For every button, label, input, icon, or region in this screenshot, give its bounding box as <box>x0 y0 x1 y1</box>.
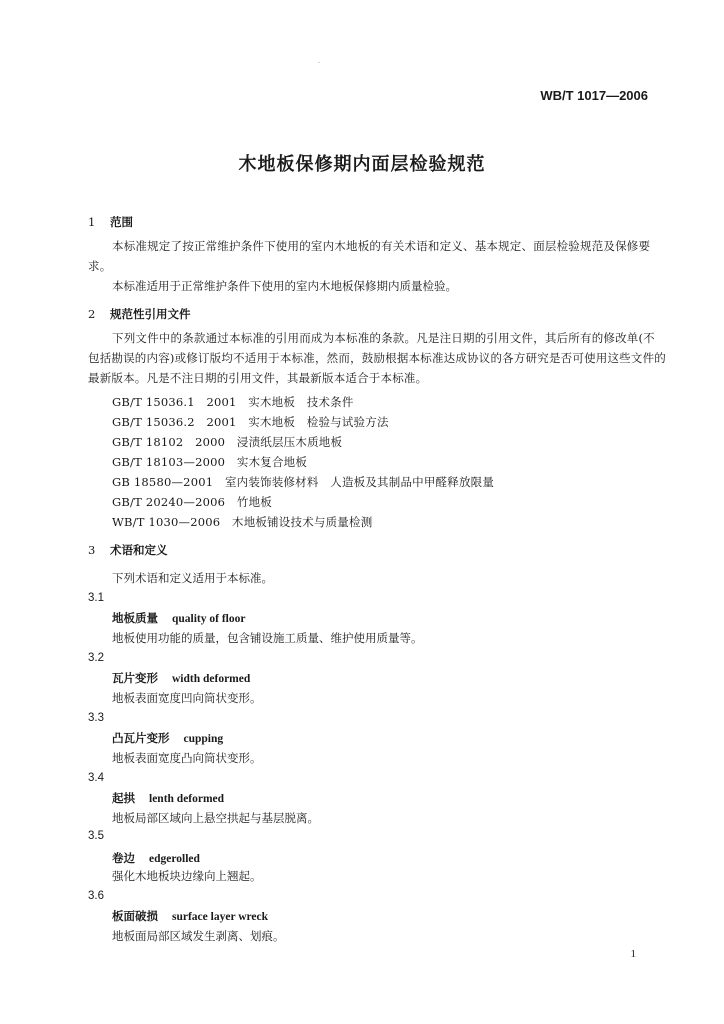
section-heading-1 <box>88 214 133 230</box>
section-number: 2 <box>88 307 96 321</box>
term-heading <box>112 850 200 866</box>
term-number: 3.2 <box>88 652 104 664</box>
reference-item: GB/T 15036.2 2001 实木地板 检验与试验方法 <box>112 415 389 429</box>
term-en: quality of floor <box>172 613 246 625</box>
reference-item: GB/T 20240—2006 竹地板 <box>112 495 272 509</box>
reference-item: WB/T 1030—2006 木地板铺设技术与质量检测 <box>112 515 373 529</box>
reference-item: GB 18580—2001 室内装饰装修材料 人造板及其制品中甲醛释放限量 <box>112 475 495 489</box>
scope-paragraph-1: 本标准规定了按正常维护条件下使用的室内木地板的有关术语和定义、基本规定、面层检验规范及保修要求。 <box>88 239 651 273</box>
terms-intro: 下列术语和定义适用于本标准。 <box>112 571 273 585</box>
section-heading-2 <box>88 306 191 322</box>
section-number: 3 <box>88 543 96 557</box>
term-en: surface layer wreck <box>172 911 269 923</box>
term-en: cupping <box>183 733 224 745</box>
term-en: width deformed <box>172 673 251 685</box>
term-number: 3.6 <box>88 890 104 902</box>
term-number: 3.5 <box>88 830 104 842</box>
term-zh: 瓦片变形 <box>112 671 158 685</box>
page-number: 1 <box>630 948 636 960</box>
term-heading <box>112 610 245 626</box>
term-definition: 地板表面宽度凸向筒状变形。 <box>112 751 262 765</box>
normative-intro: 下列文件中的条款通过本标准的引用而成为本标准的条款。凡是注日期的引用文件，其后所有的修改单(不包括勘误的内容)或修订版均不适用于本标准，然而，鼓励根据本标准达成协议的各方研究是否可使用这些文件的最新版本。凡是不注日期的引用文件，其最新版本适合于本标准。 <box>88 331 666 385</box>
term-heading <box>112 908 268 924</box>
term-definition: 地板局部区域向上悬空拱起与基层脱离。 <box>112 811 319 825</box>
standard-number: WB/T 1017—2006 <box>540 88 648 103</box>
term-number: 3.1 <box>88 592 104 604</box>
reference-item: GB/T 18103—2000 实木复合地板 <box>112 455 308 469</box>
reference-item: GB/T 15036.1 2001 实木地板 技术条件 <box>112 395 354 409</box>
section-number: 1 <box>88 215 96 229</box>
scope-paragraph-2: 本标准适用于正常维护条件下使用的室内木地板保修期内质量检验。 <box>112 279 457 293</box>
section-title: 规范性引用文件 <box>110 307 191 321</box>
term-definition: 地板面局部区域发生剥离、划痕。 <box>112 929 285 943</box>
section-title: 术语和定义 <box>110 543 168 557</box>
term-heading <box>112 670 250 686</box>
term-zh: 凸瓦片变形 <box>112 731 170 745</box>
term-heading <box>112 730 223 746</box>
document-title: 木地板保修期内面层检验规范 <box>238 154 486 175</box>
term-zh: 起拱 <box>112 791 135 805</box>
term-definition: 强化木地板块边缘向上翘起。 <box>112 869 262 883</box>
term-definition: 地板使用功能的质量，包含铺设施工质量、维护使用质量等。 <box>112 631 423 645</box>
term-number: 3.4 <box>88 772 104 784</box>
term-zh: 板面破损 <box>112 909 158 923</box>
term-definition: 地板表面宽度凹向筒状变形。 <box>112 691 262 705</box>
term-en: edgerolled <box>149 853 200 865</box>
section-heading-3 <box>88 542 168 558</box>
term-heading <box>112 790 224 806</box>
reference-item: GB/T 18102 2000 浸渍纸层压木质地板 <box>112 435 343 449</box>
term-en: lenth deformed <box>149 793 225 805</box>
scan-mark: · <box>318 60 320 67</box>
term-zh: 地板质量 <box>112 611 158 625</box>
section-title: 范围 <box>110 215 133 229</box>
term-number: 3.3 <box>88 712 104 724</box>
term-zh: 卷边 <box>112 851 135 865</box>
